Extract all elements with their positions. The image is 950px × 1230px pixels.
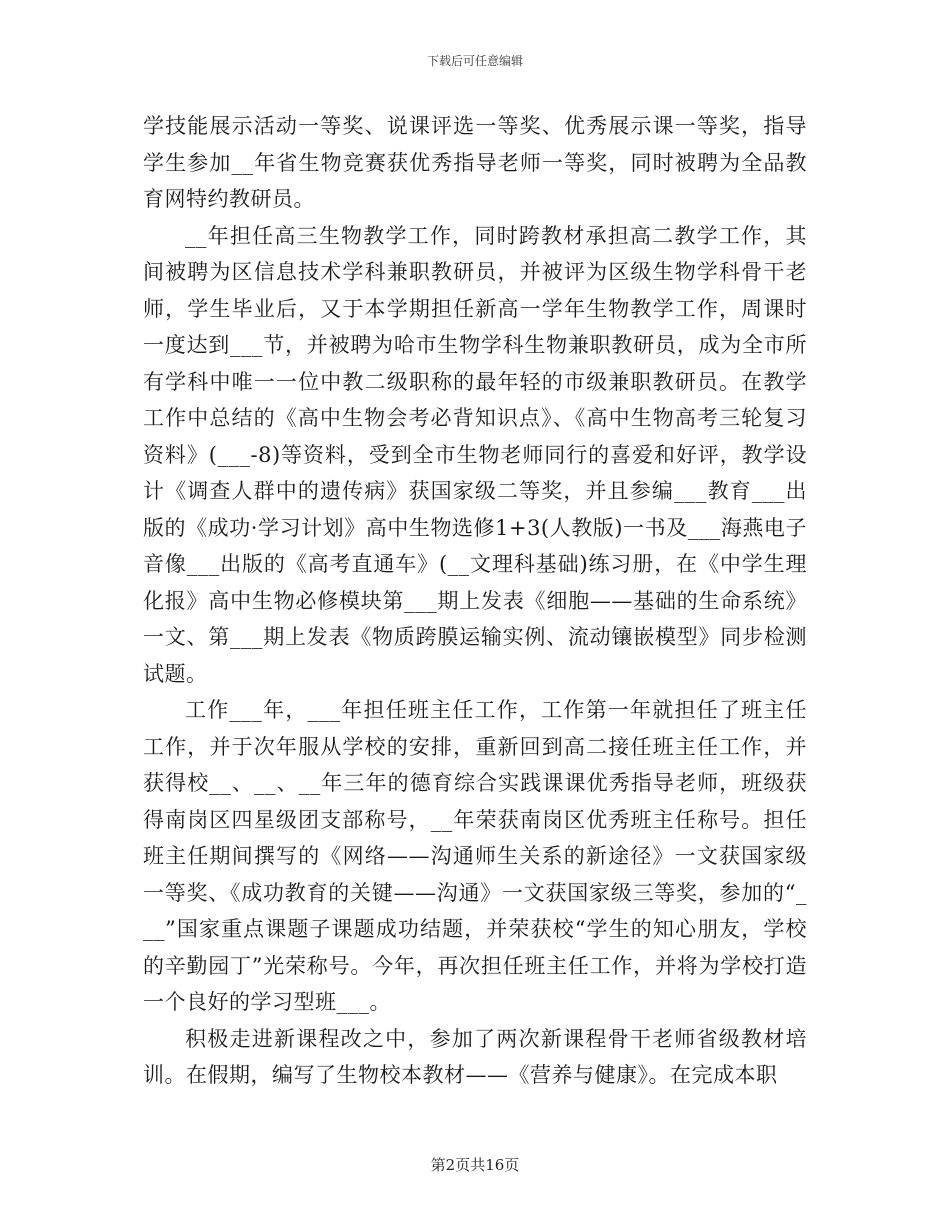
paragraph-class-teacher: 工作___年，___年担任班主任工作，工作第一年就担任了班主任工作，并于次年服从学校的安排，重新回到高二接任班主任工作，并获得校__、__、__年三年的德育综合实践课课优秀指导老师，班级获得南岗区四星级团支部称号，__年荣获南岗区优秀班主任称号。担任班主任期间撰写的《网络——沟通师生关系的新途径》一文获国家级一等奖、《成功教育的关键——沟通》一文获国家级三等奖，参加的“___”国家重点课题子课题成功结题，并荣获校“学生的知心朋友，学校的辛勤园丁”光荣称号。今年，再次担任班主任工作，并将为学校打造一个良好的学习型班___。 (143, 698, 807, 1014)
paragraph-teaching-work: __年担任高三生物教学工作，同时跨教材承担高二教学工作，其间被聘为区信息技术学科兼职教研员，并被评为区级生物学科骨干老师，学生毕业后，又于本学期担任新高一学年生物教学工作，周课时一度达到___节，并被聘为哈市生物学科生物兼职教研员，成为全市所有学科中唯一一位中教二级职称的最年轻的市级兼职教研员。在教学工作中总结的《高中生物会考必背知识点》、《高中生物高考三轮复习资料》(___-8)等资料，受到全市生物老师同行的喜爱和好评，教学设计《调查人群中的遗传病》获国家级二等奖，并且参编___教育___出版的《成功·学习计划》高中生物选修1+3(人教版)一书及___海燕电子音像___出版的《高考直通车》(__文理科基础)练习册，在《中学生理化报》高中生物必修模块第___期上发表《细胞——基础的生命系统》一文、第___期上发表《物质跨膜运输实例、流动镶嵌模型》同步检测试题。 (143, 223, 807, 686)
document-body (143, 108, 807, 1094)
page-header-note: 下载后可任意编辑 (426, 54, 523, 68)
paragraph-new-curriculum: 积极走进新课程改之中，参加了两次新课程骨干老师省级教材培训。在假期，编写了生物校本教材——《营养与健康》。在完成本职 (143, 1026, 807, 1087)
page-number-footer: 第2页共16页 (430, 1156, 520, 1174)
paragraph-awards-continued: 学技能展示活动一等奖、说课评选一等奖、优秀展示课一等奖，指导学生参加__年省生物竞赛获优秀指导老师一等奖，同时被聘为全品教育网特约教研员。 (143, 114, 807, 211)
